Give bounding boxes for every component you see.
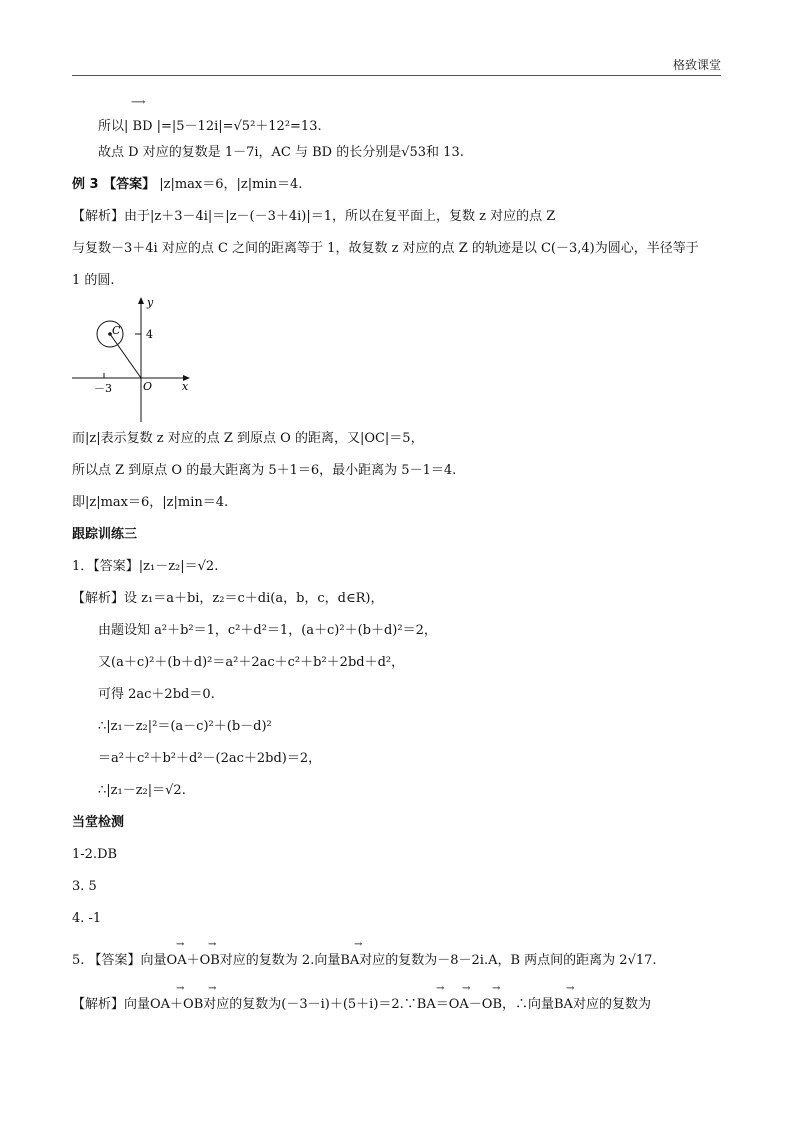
vector-arrow: →: [208, 983, 217, 994]
vector-arrow: →: [176, 939, 185, 950]
example-title: 例 3 【答案】: [72, 177, 156, 192]
text-line: ∴|z₁－z₂|²＝(a－c)²＋(b－d)²: [98, 719, 272, 734]
text-line: 【解析】由于|z＋3－4i|＝|z－(－3＋4i)|＝1，所以在复平面上，复数 z 对应的点 Z: [72, 209, 556, 224]
text-line: 而|z|表示复数 z 对应的点 Z 到原点 O 的距离，又|OC|＝5，: [72, 431, 424, 446]
vector-arrow: ⟶: [131, 97, 146, 108]
example-3-answer: [72, 176, 302, 194]
answer-line: 【解析】向量OA＋OB对应的复数为(－3－i)＋(5＋i)＝2.∵BA＝OA－OB，∴向量BA对应的复数为: [72, 997, 651, 1012]
vector-arrow: →: [436, 983, 445, 994]
text-line: 所以| BD |=|5－12i|=√5²＋12²=13.: [98, 119, 322, 134]
text-line: ＝a²＋c²＋b²＋d²－(2ac＋2bd)＝2，: [98, 751, 322, 766]
text-line: 1 的圆.: [72, 273, 115, 288]
vector-arrow: →: [566, 983, 575, 994]
y-axis-label: y: [147, 296, 154, 309]
section-heading: 当堂检测: [72, 815, 125, 830]
complex-plane-figure: [72, 294, 202, 426]
text-line: 故点 D 对应的复数是 1－7i，AC 与 BD 的长分别是√53和 13.: [98, 145, 464, 160]
text-line: 又(a＋c)²＋(b＋d)²＝a²＋2ac＋c²＋b²＋2bd＋d²，: [98, 655, 405, 670]
center-label: C: [112, 324, 121, 337]
x-axis-label: x: [182, 380, 189, 393]
text-line: 与复数－3＋4i 对应的点 C 之间的距离等于 1，故复数 z 对应的点 Z 的轨迹是以 C(－3,4)为圆心，半径等于: [72, 241, 699, 256]
answer-line: 3. 5: [72, 879, 97, 894]
vector-arrow: →: [208, 939, 217, 950]
section-heading: 跟踪训练三: [72, 527, 138, 542]
answer-line: 4. -1: [72, 911, 102, 926]
vector-arrow: →: [492, 983, 501, 994]
text-line: 可得 2ac＋2bd＝0.: [98, 687, 215, 702]
text-line: 【解析】设 z₁＝a＋bi，z₂＝c＋di(a，b，c，d∈R)，: [72, 591, 384, 606]
segment-OC: [110, 334, 141, 378]
text-line: 1．【答案】|z₁－z₂|＝√2.: [72, 559, 219, 574]
tick-label-y: 4: [146, 328, 153, 341]
header-brand: 格致课堂: [672, 58, 721, 72]
text-line: ∴|z₁－z₂|＝√2.: [98, 783, 186, 798]
answer-line: 1-2.DB: [72, 847, 118, 862]
answer-line: 5. 【答案】向量OA＋OB对应的复数为 2.向量BA对应的复数为－8－2i.A，B 两点间的距离为 2√17.: [72, 953, 657, 968]
text-line: 所以点 Z 到原点 O 的最大距离为 5＋1＝6，最小距离为 5－1＝4.: [72, 463, 457, 478]
header-rule: [72, 75, 721, 76]
tick-label-x: －3: [94, 382, 112, 395]
text-line: 由题设知 a²＋b²＝1，c²＋d²＝1，(a＋c)²＋(b＋d)²＝2，: [98, 623, 437, 638]
answer-text: |z|max＝6，|z|min＝4.: [159, 177, 303, 192]
vector-arrow: →: [354, 939, 363, 950]
text-line: 即|z|max＝6，|z|min＝4.: [72, 495, 229, 510]
y-axis-arrow: [138, 297, 144, 304]
origin-label: O: [143, 380, 153, 393]
vector-arrow: →: [462, 983, 471, 994]
vector-arrow: →: [176, 983, 185, 994]
